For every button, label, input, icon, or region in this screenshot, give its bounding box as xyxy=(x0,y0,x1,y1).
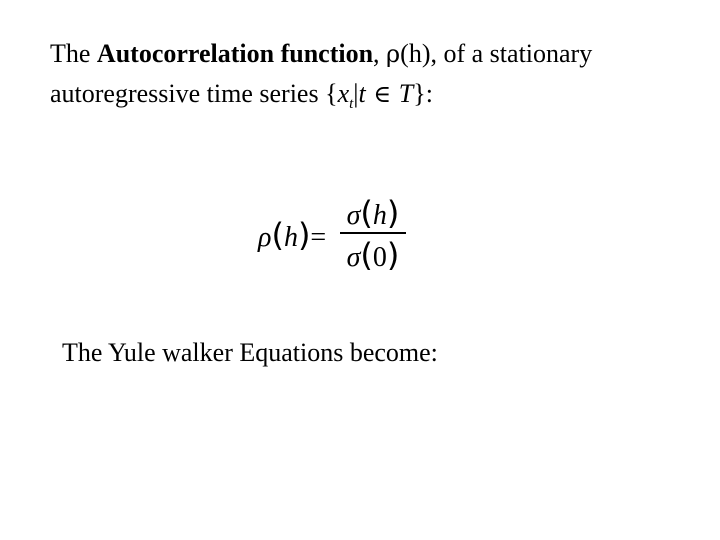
t-variable: t xyxy=(358,79,366,108)
intro-colon: : xyxy=(425,79,433,108)
intro-comma: , xyxy=(373,39,387,68)
autocorrelation-formula xyxy=(258,194,418,274)
set-close-brace: } xyxy=(413,79,426,108)
formula-fraction xyxy=(340,194,406,274)
denominator-close-paren: ) xyxy=(386,236,400,274)
numerator-sigma: σ xyxy=(346,200,361,231)
intro-paragraph xyxy=(50,34,690,124)
denominator-zero: 0 xyxy=(372,242,387,273)
numerator-h: h xyxy=(372,200,387,231)
formula-denominator xyxy=(340,236,406,274)
intro-line1-tail: , of a stationary xyxy=(430,39,593,68)
rho-argument: (h) xyxy=(400,39,431,68)
formula-equals: = xyxy=(310,222,327,253)
element-of-symbol: ∈ xyxy=(365,80,399,108)
set-bar: | xyxy=(353,79,359,108)
T-variable: T xyxy=(398,79,414,108)
denominator-sigma: σ xyxy=(346,242,361,273)
formula-lhs-open-paren: ( xyxy=(271,216,284,254)
intro-prefix: The xyxy=(50,39,97,68)
denominator-open-paren: ( xyxy=(360,236,373,274)
formula-lhs-h: h xyxy=(283,222,298,253)
formula-lhs-close-paren: ) xyxy=(297,216,311,254)
fraction-bar xyxy=(340,232,406,234)
numerator-open-paren: ( xyxy=(360,194,373,232)
intro-line2-text: autoregressive time series xyxy=(50,79,326,108)
formula-rho: ρ xyxy=(258,222,272,253)
rho-symbol: ρ xyxy=(386,40,401,68)
x-subscript: t xyxy=(349,96,354,112)
yule-walker-heading: The Yule walker Equations become: xyxy=(62,338,438,367)
x-variable: x xyxy=(337,79,350,108)
set-open-brace: { xyxy=(325,79,338,108)
autocorrelation-term: Autocorrelation function xyxy=(96,39,374,68)
formula-numerator xyxy=(340,194,406,232)
formula-lhs xyxy=(258,216,326,254)
numerator-close-paren: ) xyxy=(386,194,400,232)
